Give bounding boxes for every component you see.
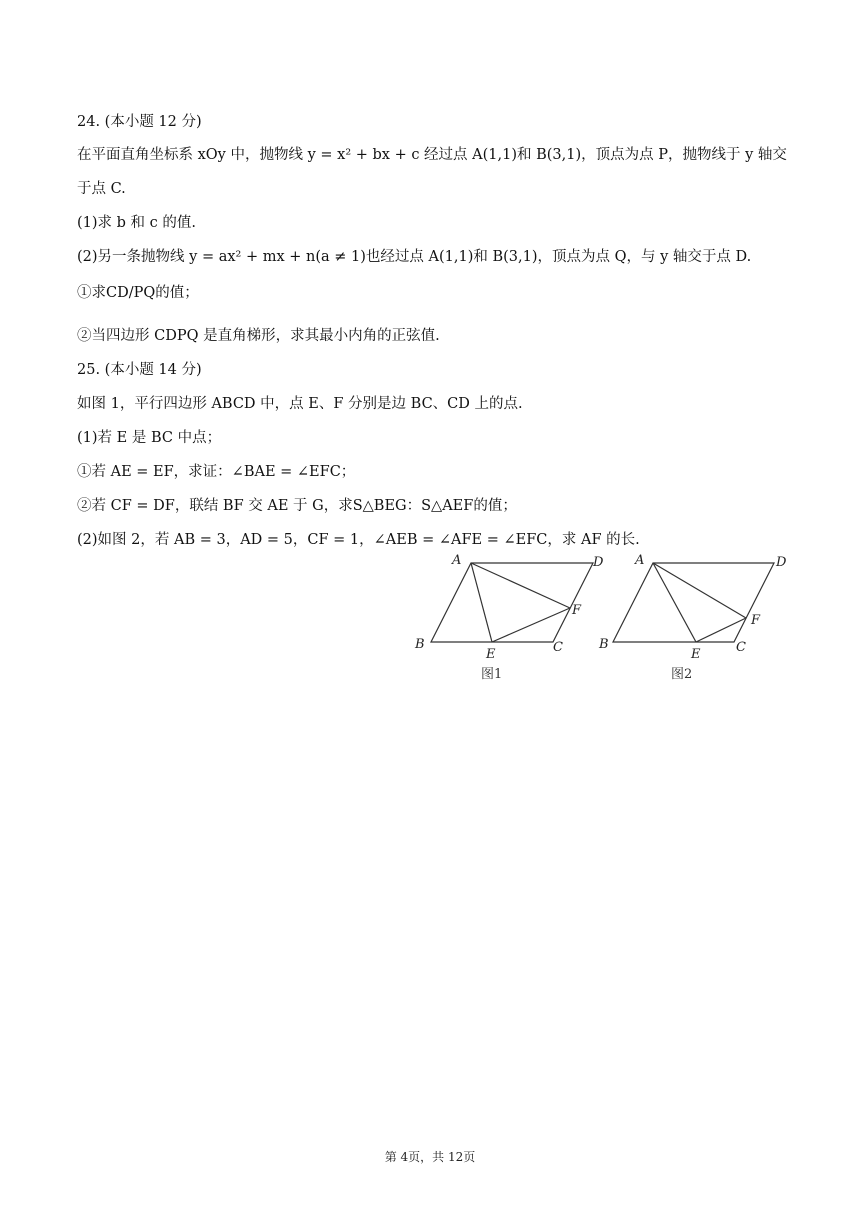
- fig1-label-B: B: [415, 637, 425, 652]
- fig2-segment-AE: [653, 563, 696, 642]
- page-number-text: 第 4页，共 12页: [384, 1150, 476, 1164]
- fig2-label-F: F: [751, 613, 761, 628]
- q24-part2-sub1: ①求CD/PQ的值；: [77, 285, 199, 301]
- fig1-segment-AF: [471, 563, 570, 608]
- q24-part1: (1)求 b 和 c 的值.: [77, 215, 196, 231]
- fig2-parallelogram: [613, 563, 774, 642]
- geometry-figures: [405, 548, 805, 688]
- fig2-label-C: C: [736, 640, 746, 655]
- page-footer: [0, 1148, 860, 1165]
- fig1-label-F: F: [572, 603, 582, 618]
- figures-svg: [405, 548, 805, 688]
- q25-part1-sub1: ①若 AE = EF，求证：∠BAE = ∠EFC；: [77, 464, 356, 480]
- q25-part1: (1)若 E 是 BC 中点；: [77, 430, 222, 446]
- q25-part1-sub2: ②若 CF = DF，联结 BF 交 AE 于 G，求S△BEG：S△AEF的值；: [77, 498, 517, 514]
- fig2-segment-EF: [696, 618, 746, 642]
- fig1-label-D: D: [593, 555, 604, 570]
- q24-part2: (2)另一条抛物线 y = ax² + mx + n(a ≠ 1)也经过点 A(1,1)和 B(3,1)，顶点为点 Q，与 y 轴交于点 D.: [77, 249, 752, 265]
- fig2-label-D: D: [776, 555, 787, 570]
- fig2-label-A: A: [635, 553, 645, 568]
- q25-header: 25. (本小题 14 分): [77, 362, 202, 378]
- fig2-label-E: E: [691, 647, 701, 662]
- q24-stem-line1: 在平面直角坐标系 xOy 中，抛物线 y = x² + bx + c 经过点 A(1,1)和 B(3,1)，顶点为点 P，抛物线于 y 轴交: [77, 147, 787, 163]
- fig2-segment-AF: [653, 563, 746, 618]
- fig1-segment-EF: [492, 608, 570, 642]
- q25-stem: 如图 1，平行四边形 ABCD 中，点 E、F 分别是边 BC、CD 上的点.: [77, 396, 523, 412]
- q24-header: 24. (本小题 12 分): [77, 114, 202, 130]
- fig1-label-E: E: [486, 647, 496, 662]
- fig1-label-A: A: [452, 553, 462, 568]
- figure-2: [613, 563, 774, 642]
- fig1-parallelogram: [431, 563, 593, 642]
- fig2-label-B: B: [599, 637, 609, 652]
- fig1-label-C: C: [553, 640, 563, 655]
- fig2-caption: 图2: [671, 667, 693, 682]
- fig1-caption: 图1: [481, 667, 503, 682]
- q25-part2: (2)如图 2，若 AB = 3，AD = 5，CF = 1，∠AEB = ∠AFE = ∠EFC，求 AF 的长.: [77, 532, 640, 548]
- q24-part2-sub2: ②当四边形 CDPQ 是直角梯形，求其最小内角的正弦值.: [77, 328, 440, 344]
- fig1-segment-AE: [471, 563, 492, 642]
- q24-stem-line2: 于点 C.: [77, 181, 126, 197]
- figure-1: [431, 563, 593, 642]
